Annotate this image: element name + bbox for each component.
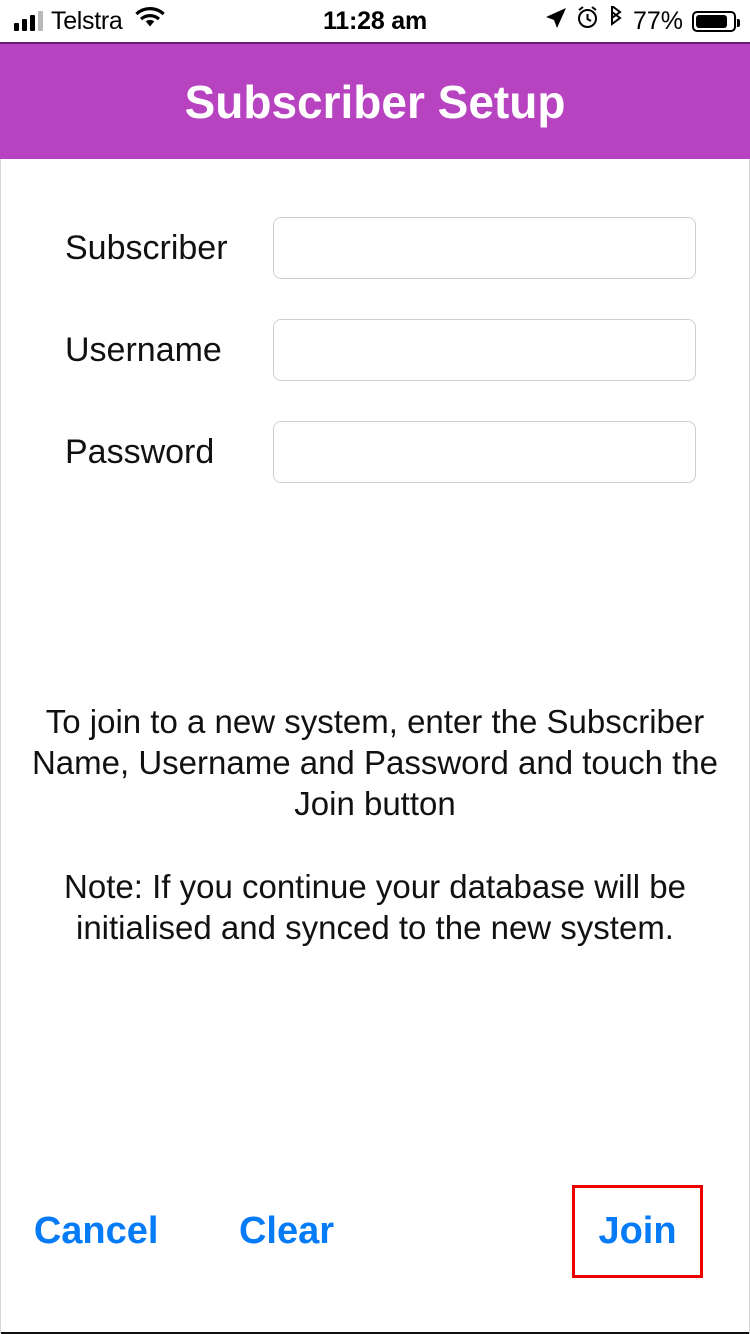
app-header xyxy=(0,42,750,159)
username-label: Username xyxy=(65,330,222,369)
help-paragraph-note: Note: If you continue your database will be initialised and synced to the new system. xyxy=(64,868,686,946)
status-bar-clock: 11:28 am xyxy=(322,6,428,35)
alarm-clock-icon xyxy=(576,6,599,36)
page-title: Subscriber Setup xyxy=(184,75,566,128)
password-label: Password xyxy=(65,432,215,471)
help-text xyxy=(1,701,749,948)
signal-bars-icon xyxy=(14,11,43,31)
username-input[interactable] xyxy=(273,319,696,381)
password-input[interactable] xyxy=(273,421,696,483)
battery-percent-label: 77% xyxy=(632,6,683,35)
subscriber-input[interactable] xyxy=(273,217,696,279)
cancel-button[interactable]: Cancel xyxy=(1,1198,191,1265)
subscriber-form xyxy=(1,159,749,503)
form-row-username xyxy=(1,299,749,401)
status-bar-left xyxy=(14,7,165,36)
form-row-subscriber xyxy=(1,197,749,299)
carrier-label: Telstra xyxy=(51,6,123,35)
help-paragraph-instructions: To join to a new system, enter the Subscriber Name, Username and Password and touch the Join button xyxy=(31,703,719,822)
join-button[interactable]: Join xyxy=(572,1185,703,1278)
clear-button[interactable]: Clear xyxy=(191,1198,381,1265)
status-bar xyxy=(0,0,750,42)
subscriber-label: Subscriber xyxy=(65,228,228,267)
main-content xyxy=(0,159,750,1334)
wifi-icon xyxy=(135,7,165,36)
bluetooth-icon xyxy=(608,6,624,37)
location-arrow-icon xyxy=(545,7,567,36)
form-row-password xyxy=(1,401,749,503)
battery-icon xyxy=(692,11,736,32)
status-bar-right xyxy=(545,6,736,37)
action-bar xyxy=(1,1185,749,1278)
